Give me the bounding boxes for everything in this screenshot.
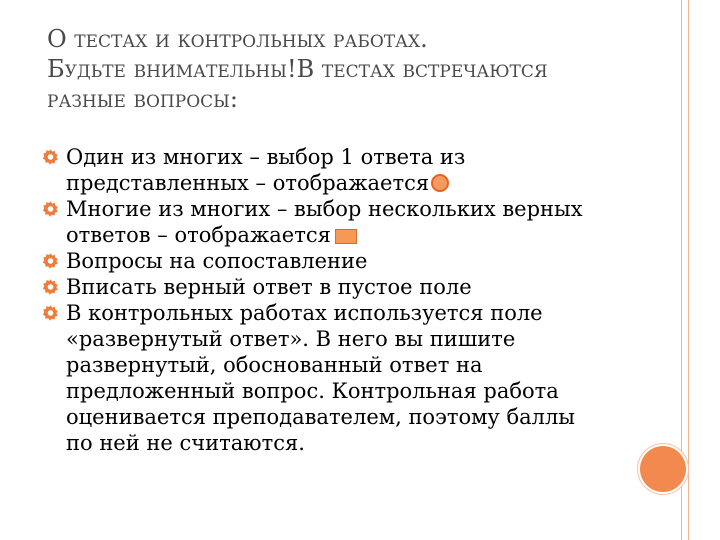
bullet-line: Вопросы на сопоставление bbox=[66, 249, 368, 273]
bullet-line: развернутый, обоснованный ответ на bbox=[66, 353, 483, 377]
radio-circle-icon bbox=[431, 174, 449, 192]
gear-icon bbox=[42, 278, 59, 295]
bullet-line: ответов – отображается bbox=[66, 223, 331, 247]
bullet-list bbox=[42, 144, 642, 456]
bullet-item bbox=[42, 196, 642, 248]
gear-icon bbox=[42, 200, 59, 217]
gear-icon bbox=[42, 304, 59, 321]
decorative-circle bbox=[640, 446, 686, 492]
bullet-line: Многие из многих – выбор нескольких верных bbox=[66, 197, 583, 221]
bullet-item bbox=[42, 144, 642, 196]
bullet-line: В контрольных работах используется поле bbox=[66, 301, 543, 325]
bullet-item bbox=[42, 248, 642, 274]
title-line: Будьте внимательны!В тестах встречаются bbox=[47, 55, 548, 83]
gear-icon bbox=[42, 252, 59, 269]
bullet-item bbox=[42, 300, 642, 456]
bullet-line: по ней не считаются. bbox=[66, 431, 305, 455]
title-line: разные вопросы: bbox=[47, 85, 238, 113]
title-line: О тестах и контрольных работах. bbox=[47, 25, 428, 53]
gear-icon bbox=[42, 148, 59, 165]
bullet-line: Один из многих – выбор 1 ответа из bbox=[66, 145, 466, 169]
checkbox-square-icon bbox=[335, 229, 357, 244]
bullet-line: представленных – отображается bbox=[66, 171, 430, 195]
bullet-item bbox=[42, 274, 642, 300]
bullet-line: Вписать верный ответ в пустое поле bbox=[66, 275, 472, 299]
bullet-line: оценивается преподавателем, поэтому баллы bbox=[66, 405, 576, 429]
bullet-line: предложенный вопрос. Контрольная работа bbox=[66, 379, 559, 403]
bullet-line: «развернутый ответ». В него вы пишите bbox=[66, 327, 516, 351]
slide-title bbox=[47, 24, 647, 114]
decorative-rule-right bbox=[688, 0, 689, 540]
